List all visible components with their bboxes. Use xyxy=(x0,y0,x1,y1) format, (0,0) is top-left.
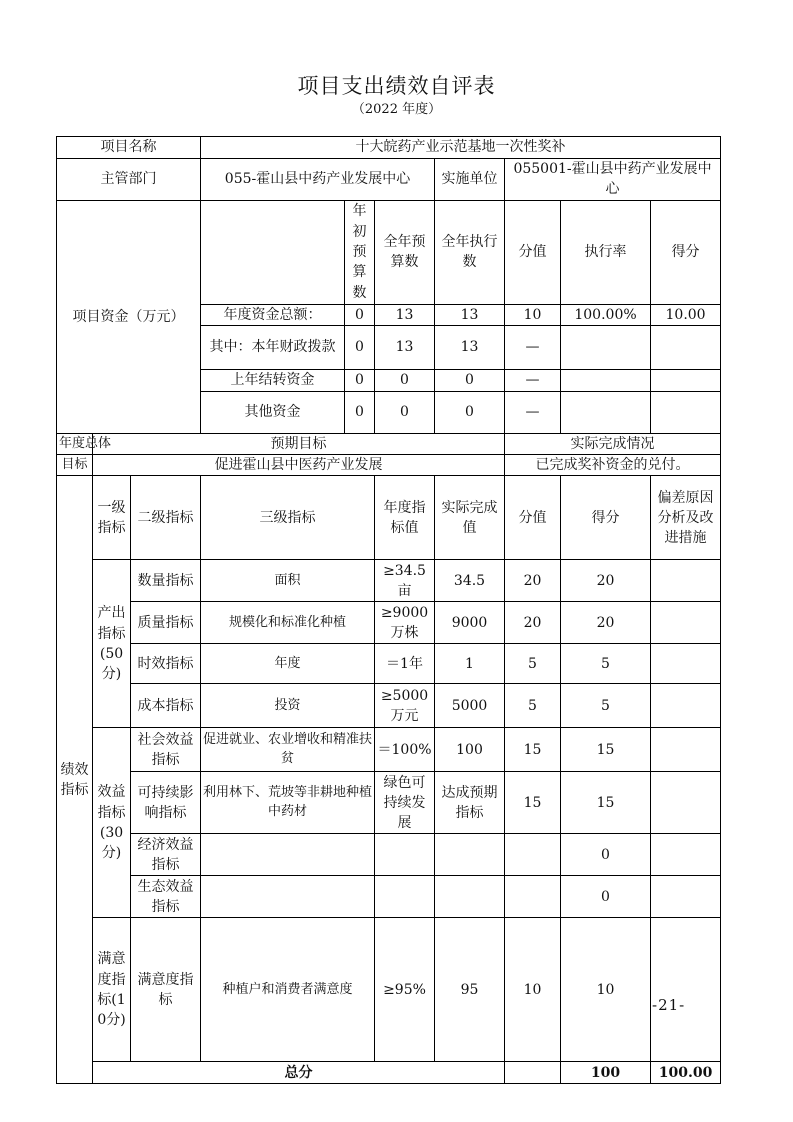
goals-expected-value: 促进霍山县中医药产业发展 xyxy=(93,455,505,476)
funds-row-score xyxy=(651,369,721,391)
goals-header-row xyxy=(57,433,721,454)
funds-header-rate: 执行率 xyxy=(561,200,651,304)
indicator-level2: 成本指标 xyxy=(131,684,201,728)
evaluation-table xyxy=(56,136,721,1084)
indicator-target: ＝1年 xyxy=(375,644,435,684)
indicator-row xyxy=(57,918,721,1062)
indicator-score: 15 xyxy=(561,728,651,772)
indicator-deviation xyxy=(651,560,721,602)
indicator-row xyxy=(57,772,721,834)
indicator-level3: 促进就业、农业增收和精准扶贫 xyxy=(201,728,375,772)
goals-content-row xyxy=(57,455,721,476)
indicator-row xyxy=(57,876,721,918)
header-score-value: 分值 xyxy=(505,476,561,560)
indicator-level3: 投资 xyxy=(201,684,375,728)
funds-row-executed: 0 xyxy=(435,391,505,433)
funds-row-initial: 0 xyxy=(345,325,375,369)
total-score: 100.00 xyxy=(651,1062,721,1084)
funds-row-annual: 13 xyxy=(375,325,435,369)
indicator-target: 绿色可持续发展 xyxy=(375,772,435,834)
funds-row-executed: 0 xyxy=(435,369,505,391)
indicator-level2: 生态效益指标 xyxy=(131,876,201,918)
indicator-deviation xyxy=(651,876,721,918)
indicator-deviation xyxy=(651,834,721,876)
indicator-level2: 社会效益指标 xyxy=(131,728,201,772)
department-value: 055-霍山县中药产业发展中心 xyxy=(201,159,435,201)
indicator-target: ≥95% xyxy=(375,918,435,1062)
group-satisfaction: 满意度指标(10分) xyxy=(93,918,131,1062)
project-name-value: 十大皖药产业示范基地一次性奖补 xyxy=(201,137,721,159)
funds-row-initial: 0 xyxy=(345,391,375,433)
funds-row-annual: 0 xyxy=(375,391,435,433)
indicator-score: 5 xyxy=(561,644,651,684)
funds-header-row xyxy=(57,200,721,304)
indicator-level2: 可持续影响指标 xyxy=(131,772,201,834)
funds-row-score-value: — xyxy=(505,391,561,433)
implementing-unit-label: 实施单位 xyxy=(435,159,505,201)
indicator-row xyxy=(57,834,721,876)
department-row xyxy=(57,159,721,201)
indicator-level2: 满意度指标 xyxy=(131,918,201,1062)
group-output: 产出指标(50分) xyxy=(93,560,131,728)
indicator-score-value: 15 xyxy=(505,728,561,772)
header-level3: 三级指标 xyxy=(201,476,375,560)
funds-row-label: 上年结转资金 xyxy=(201,369,345,391)
indicator-score-value: 5 xyxy=(505,644,561,684)
indicator-score-value: 10 xyxy=(505,918,561,1062)
implementing-unit-value: 055001-霍山县中药产业发展中心 xyxy=(505,159,721,201)
indicator-level3: 规模化和标准化种植 xyxy=(201,602,375,644)
funds-row-score-value: — xyxy=(505,325,561,369)
funds-row-annual: 0 xyxy=(375,369,435,391)
indicator-actual xyxy=(435,834,505,876)
funds-row-label: 年度资金总额： xyxy=(201,304,345,325)
indicator-row xyxy=(57,644,721,684)
indicators-header-row xyxy=(57,476,721,560)
funds-header-score: 得分 xyxy=(651,200,721,304)
indicator-level3: 年度 xyxy=(201,644,375,684)
indicator-target: ≥5000万元 xyxy=(375,684,435,728)
funds-row-initial: 0 xyxy=(345,304,375,325)
header-deviation: 偏差原因分析及改进措施 xyxy=(651,476,721,560)
indicator-level2: 数量指标 xyxy=(131,560,201,602)
indicator-score: 20 xyxy=(561,560,651,602)
indicator-deviation xyxy=(651,602,721,644)
indicator-score: 5 xyxy=(561,684,651,728)
header-level1: 一级指标 xyxy=(93,476,131,560)
funds-header-initial: 年初预算数 xyxy=(345,200,375,304)
project-name-label: 项目名称 xyxy=(57,137,201,159)
goals-expected-header: 预期目标 xyxy=(93,433,505,454)
funds-row-score xyxy=(651,391,721,433)
indicator-score-value xyxy=(505,834,561,876)
funds-row-label: 其中：本年财政拨款 xyxy=(201,325,345,369)
funds-row-score xyxy=(651,325,721,369)
indicator-level3: 面积 xyxy=(201,560,375,602)
indicator-actual: 100 xyxy=(435,728,505,772)
goals-side-label-bottom: 目标 xyxy=(57,455,93,476)
document-title: 项目支出绩效自评表 xyxy=(297,74,496,98)
indicator-score-value xyxy=(505,876,561,918)
indicator-score-value: 20 xyxy=(505,602,561,644)
indicator-target xyxy=(375,834,435,876)
header-score: 得分 xyxy=(561,476,651,560)
indicator-score: 0 xyxy=(561,834,651,876)
project-name-row xyxy=(57,137,721,159)
indicator-actual xyxy=(435,876,505,918)
indicators-side-label: 绩效指标 xyxy=(57,476,93,1084)
funds-row-score-value: — xyxy=(505,369,561,391)
indicator-level3 xyxy=(201,876,375,918)
indicator-target: ≥9000万株 xyxy=(375,602,435,644)
indicator-actual: 34.5 xyxy=(435,560,505,602)
goals-actual-value: 已完成奖补资金的兑付。 xyxy=(505,455,721,476)
indicator-score: 10 xyxy=(561,918,651,1062)
indicator-actual: 5000 xyxy=(435,684,505,728)
funds-header-score-value: 分值 xyxy=(505,200,561,304)
funds-row-score-value: 10 xyxy=(505,304,561,325)
total-blank xyxy=(505,1062,561,1084)
document-subtitle: （2022 年度） xyxy=(351,102,442,117)
goals-actual-header: 实际完成情况 xyxy=(505,433,721,454)
indicator-level2: 经济效益指标 xyxy=(131,834,201,876)
indicator-level3: 种植户和消费者满意度 xyxy=(201,918,375,1062)
group-benefit: 效益指标(30分) xyxy=(93,728,131,918)
header-target: 年度指标值 xyxy=(375,476,435,560)
funds-row-executed: 13 xyxy=(435,325,505,369)
funds-row-rate: 100.00% xyxy=(561,304,651,325)
total-row xyxy=(57,1062,721,1084)
indicator-target: ＝100% xyxy=(375,728,435,772)
indicator-deviation xyxy=(651,644,721,684)
funds-header-annual: 全年预算数 xyxy=(375,200,435,304)
indicator-row xyxy=(57,684,721,728)
indicator-row xyxy=(57,560,721,602)
funds-row-initial: 0 xyxy=(345,369,375,391)
indicator-deviation xyxy=(651,772,721,834)
indicator-target xyxy=(375,876,435,918)
indicator-score-value: 20 xyxy=(505,560,561,602)
funds-header-blank xyxy=(201,200,345,304)
indicator-score-value: 15 xyxy=(505,772,561,834)
indicator-deviation xyxy=(651,918,721,1062)
funds-row-annual: 13 xyxy=(375,304,435,325)
indicator-actual: 95 xyxy=(435,918,505,1062)
funds-row-score: 10.00 xyxy=(651,304,721,325)
indicator-level2: 时效指标 xyxy=(131,644,201,684)
indicator-level3: 利用林下、荒坡等非耕地种植中药材 xyxy=(201,772,375,834)
funds-row-rate xyxy=(561,391,651,433)
indicator-row xyxy=(57,728,721,772)
goals-side-label-top: 年度总体 xyxy=(57,433,93,454)
indicator-score-value: 5 xyxy=(505,684,561,728)
header-actual: 实际完成值 xyxy=(435,476,505,560)
indicator-level3 xyxy=(201,834,375,876)
funds-header-executed: 全年执行数 xyxy=(435,200,505,304)
funds-row-rate xyxy=(561,325,651,369)
indicator-target: ≥34.5亩 xyxy=(375,560,435,602)
indicator-score: 20 xyxy=(561,602,651,644)
indicator-level2: 质量指标 xyxy=(131,602,201,644)
header-level2: 二级指标 xyxy=(131,476,201,560)
indicator-actual: 1 xyxy=(435,644,505,684)
indicator-deviation xyxy=(651,684,721,728)
indicator-score: 0 xyxy=(561,876,651,918)
indicator-row xyxy=(57,602,721,644)
funds-row-executed: 13 xyxy=(435,304,505,325)
funds-row-label: 其他资金 xyxy=(201,391,345,433)
total-label: 总分 xyxy=(93,1062,505,1084)
funds-label: 项目资金（万元） xyxy=(57,200,201,433)
department-label: 主管部门 xyxy=(57,159,201,201)
funds-row-rate xyxy=(561,369,651,391)
total-score-value: 100 xyxy=(561,1062,651,1084)
indicator-actual: 达成预期指标 xyxy=(435,772,505,834)
indicator-actual: 9000 xyxy=(435,602,505,644)
indicator-deviation xyxy=(651,728,721,772)
page-number: -21- xyxy=(652,996,686,1014)
indicator-score: 15 xyxy=(561,772,651,834)
